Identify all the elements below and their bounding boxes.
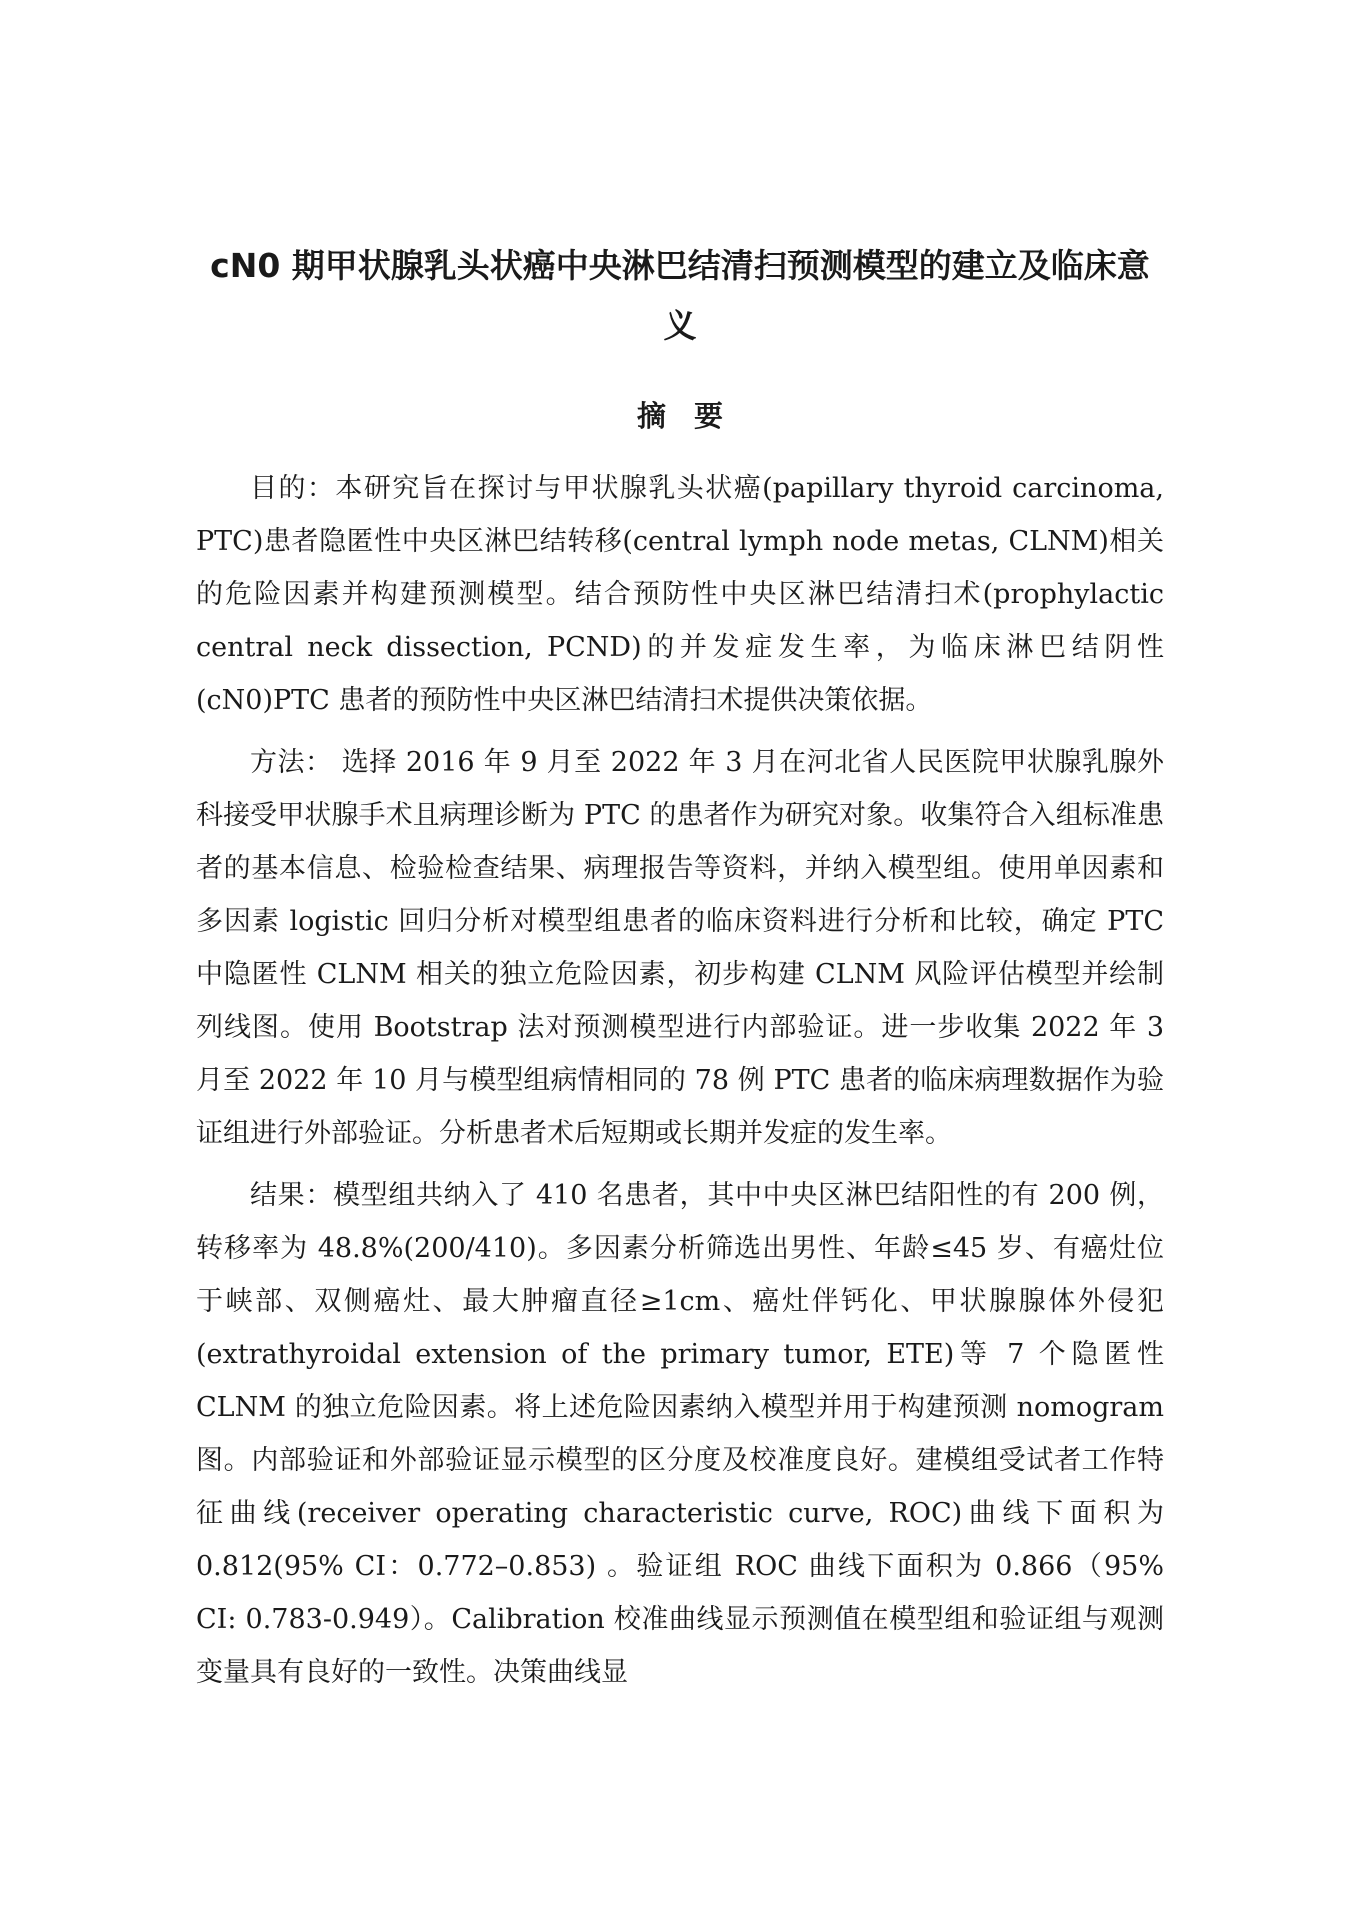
paper-title: cN0 期甲状腺乳头状癌中央淋巴结清扫预测模型的建立及临床意义 (210, 246, 1150, 345)
abstract-paragraph-methods: 方法： 选择 2016 年 9 月至 2022 年 3 月在河北省人民医院甲状腺乳腺外科接受甲状腺手术且病理诊断为 PTC 的患者作为研究对象。收集符合入组标准患者的基本信息、检验检查结果、病理报告等资料，并纳入模型组。使用单因素和多因素 logistic 回归分析对模型组患者的临床资料进行分析和比较，确定 PTC 中隐匿性 CLNM 相关的独立危险因素，初步构建 CLNM 风险评估模型并绘制列线图。使用 Bootstrap 法对预测模型进行内部验证。进一步收集 2022 年 3 月至 2022 年 10 月与模型组病情相同的 78 例 PTC 患者的临床病理数据作为验证组进行外部验证。分析患者术后短期或长期并发症的发生率。 (196, 747, 1164, 1149)
abstract-paragraph-objective: 目的：本研究旨在探讨与甲状腺乳头状癌(papillary thyroid carcinoma, PTC)患者隐匿性中央区淋巴结转移(central lymph node metas, CLNM)相关的危险因素并构建预测模型。结合预防性中央区淋巴结清扫术(prophylactic central neck dissection, PCND)的并发症发生率，为临床淋巴结阴性(cN0)PTC 患者的预防性中央区淋巴结清扫术提供决策依据。 (196, 473, 1164, 716)
document-page (196, 236, 1164, 1708)
abstract-heading: 摘要 (636, 399, 751, 433)
abstract-paragraph-results: 结果：模型组共纳入了 410 名患者，其中中央区淋巴结阳性的有 200 例，转移率为 48.8%(200/410)。多因素分析筛选出男性、年龄≤45 岁、有癌灶位于峡部、双侧癌灶、最大肿瘤直径≥1cm、癌灶伴钙化、甲状腺腺体外侵犯(extrathyroidal extension of the primary tumor, ETE)等 7 个隐匿性 CLNM 的独立危险因素。将上述危险因素纳入模型并用于构建预测 nomogram 图。内部验证和外部验证显示模型的区分度及校准度良好。建模组受试者工作特征曲线(receiver operating characteristic curve, ROC)曲线下面积为 0.812(95% CI：0.772–0.853) 。验证组 ROC 曲线下面积为 0.866（95% CI: 0.783-0.949）。Calibration 校准曲线显示预测值在模型组和验证组与观测变量具有良好的一致性。决策曲线显 (196, 1180, 1164, 1688)
